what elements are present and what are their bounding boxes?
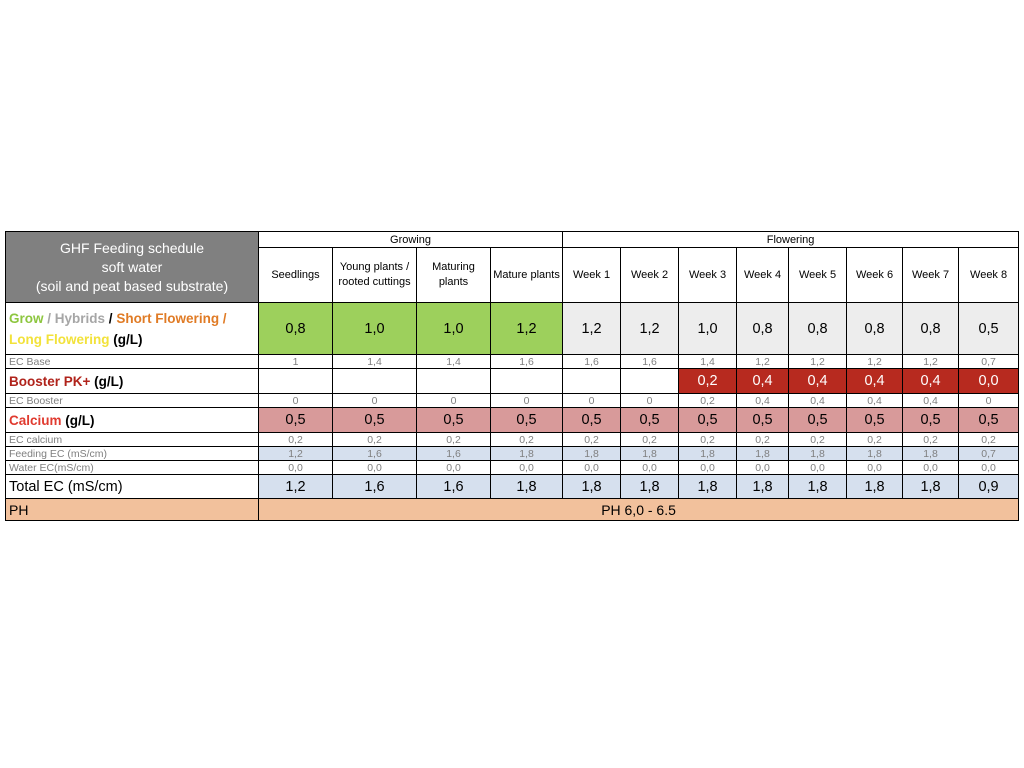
calcium-value: 0,5 bbox=[847, 408, 903, 433]
feeding-ec-value: 1,6 bbox=[417, 447, 491, 461]
grow-value: 0,5 bbox=[959, 303, 1019, 355]
ec-calcium-value: 0,2 bbox=[903, 433, 959, 447]
group-growing: Growing bbox=[259, 232, 563, 248]
water-ec-label: Water EC(mS/cm) bbox=[6, 461, 259, 475]
grow-value: 0,8 bbox=[903, 303, 959, 355]
ec-base-value: 1,4 bbox=[333, 355, 417, 369]
ec-base-value: 1 bbox=[259, 355, 333, 369]
row-water-ec bbox=[6, 461, 1019, 475]
booster-value: 0,2 bbox=[679, 369, 737, 394]
booster-value bbox=[259, 369, 333, 394]
booster-label-unit: (g/L) bbox=[90, 373, 124, 389]
feeding-ec-value: 1,8 bbox=[847, 447, 903, 461]
col-mature-plants: Mature plants bbox=[491, 248, 563, 303]
total-ec-value: 1,8 bbox=[847, 475, 903, 499]
ec-booster-value: 0 bbox=[259, 394, 333, 408]
ec-booster-value: 0,4 bbox=[789, 394, 847, 408]
calcium-value: 0,5 bbox=[621, 408, 679, 433]
water-ec-value: 0,0 bbox=[417, 461, 491, 475]
ec-base-value: 1,2 bbox=[789, 355, 847, 369]
row-feeding-ec bbox=[6, 447, 1019, 461]
booster-value bbox=[491, 369, 563, 394]
water-ec-value: 0,0 bbox=[563, 461, 621, 475]
ec-calcium-value: 0,2 bbox=[959, 433, 1019, 447]
ec-calcium-value: 0,2 bbox=[789, 433, 847, 447]
booster-value bbox=[417, 369, 491, 394]
col-maturing-plants: Maturing plants bbox=[417, 248, 491, 303]
col-week-3: Week 3 bbox=[679, 248, 737, 303]
ec-booster-label: EC Booster bbox=[6, 394, 259, 408]
calcium-value: 0,5 bbox=[789, 408, 847, 433]
booster-value: 0,4 bbox=[737, 369, 789, 394]
water-ec-value: 0,0 bbox=[847, 461, 903, 475]
grow-value: 1,0 bbox=[679, 303, 737, 355]
feeding-ec-value: 1,8 bbox=[563, 447, 621, 461]
grow-value: 1,2 bbox=[563, 303, 621, 355]
total-ec-value: 1,6 bbox=[417, 475, 491, 499]
calcium-label-unit: (g/L) bbox=[61, 412, 95, 428]
feeding-ec-value: 1,8 bbox=[491, 447, 563, 461]
col-week-6: Week 6 bbox=[847, 248, 903, 303]
ec-base-value: 1,6 bbox=[563, 355, 621, 369]
total-ec-value: 1,8 bbox=[563, 475, 621, 499]
ec-calcium-value: 0,2 bbox=[333, 433, 417, 447]
row-grow bbox=[6, 303, 1019, 355]
total-ec-value: 1,8 bbox=[679, 475, 737, 499]
ec-booster-value: 0 bbox=[417, 394, 491, 408]
ec-booster-value: 0 bbox=[333, 394, 417, 408]
calcium-value: 0,5 bbox=[679, 408, 737, 433]
feeding-ec-value: 1,8 bbox=[679, 447, 737, 461]
grow-label-long-flowering: Long Flowering bbox=[9, 331, 110, 347]
grow-value: 0,8 bbox=[789, 303, 847, 355]
ec-base-value: 1,6 bbox=[621, 355, 679, 369]
total-ec-value: 1,8 bbox=[621, 475, 679, 499]
ec-base-value: 1,2 bbox=[737, 355, 789, 369]
booster-value bbox=[333, 369, 417, 394]
water-ec-value: 0,0 bbox=[737, 461, 789, 475]
row-ec-booster bbox=[6, 394, 1019, 408]
water-ec-value: 0,0 bbox=[903, 461, 959, 475]
ec-booster-value: 0,4 bbox=[847, 394, 903, 408]
feeding-schedule-table bbox=[5, 231, 1019, 521]
total-ec-value: 1,8 bbox=[789, 475, 847, 499]
ec-calcium-value: 0,2 bbox=[679, 433, 737, 447]
title-line-2: soft water bbox=[101, 258, 163, 275]
water-ec-value: 0,0 bbox=[491, 461, 563, 475]
grow-value: 0,8 bbox=[847, 303, 903, 355]
grow-label-short-flowering: Short Flowering / bbox=[116, 310, 227, 326]
feeding-ec-value: 1,8 bbox=[737, 447, 789, 461]
total-ec-value: 1,8 bbox=[491, 475, 563, 499]
feeding-ec-value: 1,8 bbox=[789, 447, 847, 461]
booster-value: 0,4 bbox=[847, 369, 903, 394]
grow-value: 1,0 bbox=[417, 303, 491, 355]
feeding-ec-value: 1,6 bbox=[333, 447, 417, 461]
booster-value: 0,0 bbox=[959, 369, 1019, 394]
col-week-2: Week 2 bbox=[621, 248, 679, 303]
calcium-value: 0,5 bbox=[417, 408, 491, 433]
calcium-value: 0,5 bbox=[563, 408, 621, 433]
grow-label-sep-2: / bbox=[105, 310, 117, 326]
calcium-label bbox=[6, 408, 259, 433]
calcium-value: 0,5 bbox=[903, 408, 959, 433]
water-ec-value: 0,0 bbox=[621, 461, 679, 475]
water-ec-value: 0,0 bbox=[959, 461, 1019, 475]
total-ec-value: 1,8 bbox=[737, 475, 789, 499]
booster-label bbox=[6, 369, 259, 394]
water-ec-value: 0,0 bbox=[679, 461, 737, 475]
calcium-value: 0,5 bbox=[259, 408, 333, 433]
ec-booster-value: 0,2 bbox=[679, 394, 737, 408]
col-week-4: Week 4 bbox=[737, 248, 789, 303]
grow-label bbox=[6, 303, 259, 355]
grow-label-unit: (g/L) bbox=[109, 331, 143, 347]
ec-calcium-label: EC calcium bbox=[6, 433, 259, 447]
water-ec-value: 0,0 bbox=[333, 461, 417, 475]
col-week-7: Week 7 bbox=[903, 248, 959, 303]
total-ec-value: 1,6 bbox=[333, 475, 417, 499]
feeding-ec-value: 1,8 bbox=[621, 447, 679, 461]
ec-calcium-value: 0,2 bbox=[491, 433, 563, 447]
grow-value: 1,0 bbox=[333, 303, 417, 355]
grow-value: 0,8 bbox=[259, 303, 333, 355]
col-young-plants: Young plants / rooted cuttings bbox=[333, 248, 417, 303]
grow-label-hybrids: Hybrids bbox=[54, 310, 106, 326]
feeding-ec-value: 0,7 bbox=[959, 447, 1019, 461]
total-ec-value: 1,2 bbox=[259, 475, 333, 499]
ec-booster-value: 0 bbox=[621, 394, 679, 408]
grow-label-grow: Grow bbox=[9, 310, 44, 326]
row-ec-base bbox=[6, 355, 1019, 369]
title-line-1: GHF Feeding schedule bbox=[60, 239, 204, 256]
ec-calcium-value: 0,2 bbox=[737, 433, 789, 447]
group-flowering: Flowering bbox=[563, 232, 1019, 248]
booster-label-name: Booster PK+ bbox=[9, 373, 91, 389]
row-total-ec bbox=[6, 475, 1019, 499]
calcium-value: 0,5 bbox=[491, 408, 563, 433]
ph-value: PH 6,0 - 6.5 bbox=[259, 499, 1019, 521]
ec-booster-value: 0 bbox=[959, 394, 1019, 408]
ec-base-value: 1,6 bbox=[491, 355, 563, 369]
ec-booster-value: 0,4 bbox=[737, 394, 789, 408]
calcium-label-name: Calcium bbox=[9, 412, 62, 428]
ec-base-value: 0,7 bbox=[959, 355, 1019, 369]
row-calcium bbox=[6, 408, 1019, 433]
grow-value: 0,8 bbox=[737, 303, 789, 355]
grow-value: 1,2 bbox=[491, 303, 563, 355]
ec-calcium-value: 0,2 bbox=[621, 433, 679, 447]
col-week-8: Week 8 bbox=[959, 248, 1019, 303]
col-week-5: Week 5 bbox=[789, 248, 847, 303]
total-ec-value: 1,8 bbox=[903, 475, 959, 499]
ph-label: PH bbox=[6, 499, 259, 521]
booster-value bbox=[563, 369, 621, 394]
row-ph bbox=[6, 499, 1019, 521]
booster-value bbox=[621, 369, 679, 394]
row-ec-calcium bbox=[6, 433, 1019, 447]
calcium-value: 0,5 bbox=[959, 408, 1019, 433]
ec-base-value: 1,4 bbox=[417, 355, 491, 369]
total-ec-value: 0,9 bbox=[959, 475, 1019, 499]
ec-base-label: EC Base bbox=[6, 355, 259, 369]
col-seedlings: Seedlings bbox=[259, 248, 333, 303]
ec-base-value: 1,4 bbox=[679, 355, 737, 369]
grow-label-sep-1: / bbox=[43, 310, 55, 326]
grow-value: 1,2 bbox=[621, 303, 679, 355]
schedule-title bbox=[6, 232, 259, 303]
feeding-ec-value: 1,2 bbox=[259, 447, 333, 461]
water-ec-value: 0,0 bbox=[789, 461, 847, 475]
title-line-3: (soil and peat based substrate) bbox=[35, 277, 229, 294]
calcium-value: 0,5 bbox=[737, 408, 789, 433]
row-booster bbox=[6, 369, 1019, 394]
feeding-ec-value: 1,8 bbox=[903, 447, 959, 461]
ec-base-value: 1,2 bbox=[847, 355, 903, 369]
ec-booster-value: 0,4 bbox=[903, 394, 959, 408]
booster-value: 0,4 bbox=[903, 369, 959, 394]
water-ec-value: 0,0 bbox=[259, 461, 333, 475]
ec-calcium-value: 0,2 bbox=[847, 433, 903, 447]
feeding-ec-label: Feeding EC (mS/cm) bbox=[6, 447, 259, 461]
ec-booster-value: 0 bbox=[563, 394, 621, 408]
ec-calcium-value: 0,2 bbox=[563, 433, 621, 447]
ec-calcium-value: 0,2 bbox=[259, 433, 333, 447]
total-ec-label: Total EC (mS/cm) bbox=[6, 475, 259, 499]
ec-booster-value: 0 bbox=[491, 394, 563, 408]
booster-value: 0,4 bbox=[789, 369, 847, 394]
ec-calcium-value: 0,2 bbox=[417, 433, 491, 447]
ec-base-value: 1,2 bbox=[903, 355, 959, 369]
calcium-value: 0,5 bbox=[333, 408, 417, 433]
col-week-1: Week 1 bbox=[563, 248, 621, 303]
